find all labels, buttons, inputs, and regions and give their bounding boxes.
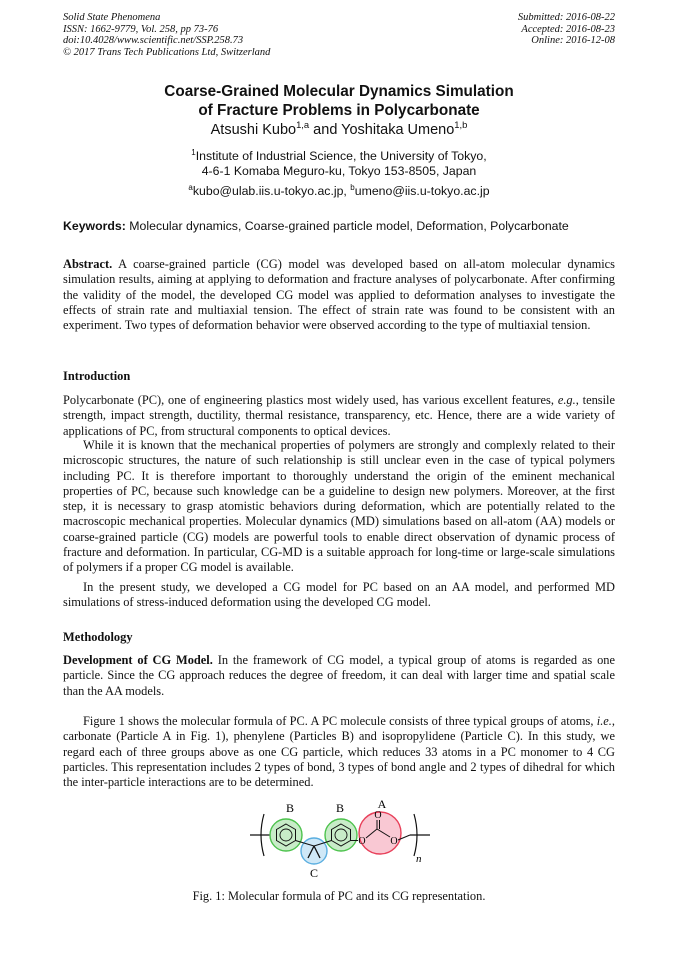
section-heading-methodology: Methodology (63, 630, 133, 644)
particle-label-a: A (377, 797, 387, 811)
particle-label-b: B (335, 801, 345, 815)
author-emails: $^a$kubo@ulab.iis.u-tokyo.ac.jp, $^b$umeno@iis.u-tokyo.ac.jp (188, 182, 490, 198)
repeat-unit-label: n (416, 853, 422, 865)
publication-dates (518, 12, 615, 47)
authors: Atsushi Kubo$^{1,a}$ and Yoshitaka Umeno$^{1,b}$ (210, 119, 468, 138)
journal-name: Solid State Phenomena (63, 12, 161, 23)
particle-c-isopropylidene (301, 838, 327, 864)
paragraph: Development of CG Model. In the framework of CG model, a typical group of atoms is regarded as one particle. Since the CG approach reduces the degree of freedom, it can deal with larger time and spatial scale than the AA models. (63, 653, 615, 698)
paper-title: Coarse-Grained Molecular Dynamics Simulation of Fracture Problems in Polycarbonate (164, 83, 514, 119)
abstract: Abstract. A coarse-grained particle (CG) model was developed based on all-atom molecular dynamics simulation results, aiming at applying to deformation and fracture analyses of polycarbonate. After confirming the validity of the model, the developed CG model was applied to deformation analyses to investigate the effects of strain rate and multiaxial tension. The effect of strain rate was found to be consistent with an experiment. Two types of deformation behavior were observed according to the type of multiaxial tension. (63, 257, 615, 333)
oxygen-atom-label: O (374, 810, 382, 821)
online-date: Online: 2016-12-08 (531, 35, 615, 46)
oxygen-atom-label: O (358, 836, 366, 847)
affiliation: $^1$Institute of Industrial Science, the University of Tokyo, 4-6-1 Komaba Meguro-ku, Tokyo 153-8505, Japan (191, 147, 487, 178)
paragraph: Figure 1 shows the molecular formula of PC. A PC molecule consists of three typical groups of atoms, i.e., carbonate (Particle A in Fig. 1), phenylene (Particles B) and isopropylidene (Particle C). In this study, we regard each of three groups above as one CG particle, which reduces 33 atoms in a PC monomer to 4 CG particles. This representation includes 2 types of bond, 3 types of bond angle and 2 types of dihedral for which the inter-particle interactions are to be determined. (63, 714, 615, 790)
paragraph: While it is known that the mechanical properties of polymers are strongly and complexly related to their microscopic structures, the nature of such relationship is still unclear even in the case of typical polymers including PC. It is therefore important to thoroughly understand the origin of the eminent mechanical properties of PC, because such knowledge can be a guideline to design new polymers. Moreover, at the first step, it is necessary to grasp atomistic behaviors during deformation, which are potentially related to the macroscopic mechanical properties. Molecular dynamics (MD) simulations based on all-atom (AA) models or coarse-grained particle (CG) models are powerful tools to enable direct observation of dynamic process of fracture and deformation. In particular, CG-MD is a suitable approach for long-time or large-scale simulations of polymers if a proper CG model is available. (63, 438, 615, 575)
submitted-date: Submitted: 2016-08-22 (517, 12, 615, 23)
paragraph: Polycarbonate (PC), one of engineering plastics most widely used, has various excellent features, e.g., tensile strength, impact strength, ductility, thermal resistance, transparency, etc. Hence, there are a wide variety of applications of PC, from structural components to optical devices. (63, 393, 616, 438)
pc-molecular-formula-figure (240, 796, 440, 882)
paragraph: In the present study, we developed a CG model for PC based on an AA model, and performed MD simulations of stress-induced deformation using the developed CG model. (63, 580, 615, 610)
oxygen-atom-label: O (390, 836, 398, 847)
email-link-b[interactable]: umeno@iis.u-tokyo.ac.jp (354, 184, 490, 198)
section-heading-introduction: Introduction (63, 369, 131, 383)
particle-label-b: B (285, 801, 295, 815)
accepted-date: Accepted: 2016-08-23 (521, 23, 615, 35)
journal-issn: ISSN: 1662-9779, Vol. 258, pp 73-76 (63, 23, 219, 35)
author-2: Yoshitaka Umeno (341, 122, 455, 138)
journal-copyright: © 2017 Trans Tech Publications Ltd, Switzerland (63, 46, 271, 58)
figure-caption: Fig. 1: Molecular formula of PC and its CG representation. (192, 889, 486, 903)
journal-doi: doi:10.4028/www.scientific.net/SSP.258.73 (63, 35, 244, 46)
keywords: Keywords: Molecular dynamics, Coarse-grained particle model, Deformation, Polycarbonate (63, 219, 569, 233)
journal-info (63, 12, 270, 58)
email-link-a[interactable]: kubo@ulab.iis.u-tokyo.ac.jp, (192, 184, 351, 198)
particle-label-c: C (309, 866, 319, 880)
author-1: Atsushi Kubo (210, 122, 297, 138)
